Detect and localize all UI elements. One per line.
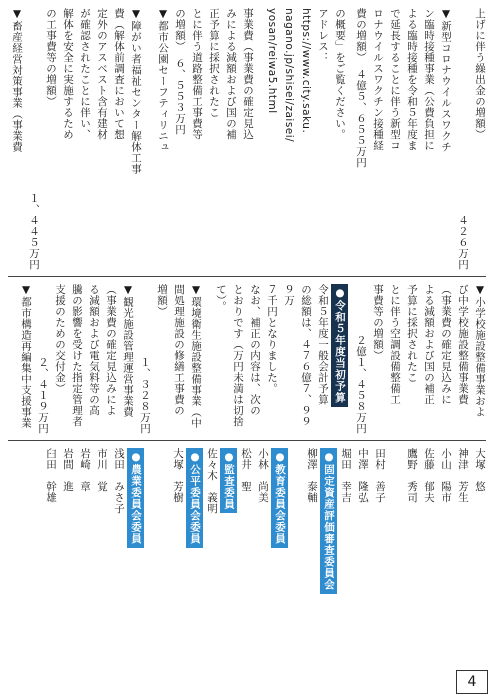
section-heading: ●公平委員会委員: [186, 448, 203, 548]
text-line: 間処理施設の修繕工事費の: [173, 284, 185, 416]
person-name: 小山 陽市: [440, 448, 452, 503]
url-line[interactable]: yosan/reiwa5.html: [266, 8, 278, 114]
text-line: アドレス：: [317, 8, 329, 63]
person-name: 浅田 みさ子: [113, 448, 125, 514]
text-line: 定外のアスベスト含有建材: [96, 8, 108, 140]
upper-col-vaccine: [352, 8, 488, 270]
text-line: ４２６万円: [457, 215, 469, 270]
text-line: 令和５年度一般会計予算: [317, 284, 329, 405]
text-line: の総額は、４７６億７、９９９万: [283, 284, 312, 427]
text-line: ▼観光施設管理運営事業費: [122, 284, 134, 418]
text-line: 解体を安全に実施するため: [62, 8, 74, 140]
text-line: の概要」をご覧ください。: [334, 8, 346, 140]
divider: [8, 276, 486, 277]
person-name: 岩崎 章: [79, 448, 91, 492]
person-name: 田村 善子: [374, 448, 386, 503]
lower-col-personnel-b: [292, 448, 388, 662]
url-line[interactable]: nagano.jp/shisei/zaisei/: [283, 8, 295, 143]
text-line: ２、４１９万円: [37, 357, 49, 434]
text-line: て）。: [215, 284, 227, 312]
upper-col-url: [260, 8, 348, 270]
text-line: （事業費の確定見込みによ: [105, 284, 117, 416]
text-line: る減額および電気料等の高: [88, 284, 100, 416]
text-line: よる臨時接種を令和５年度ま: [406, 8, 418, 151]
text-line: で延長することに伴う新型コ: [389, 8, 401, 151]
middle-col-environment: [8, 284, 204, 434]
page-number: 4: [456, 670, 488, 694]
text-line: 支援のための交付金）: [54, 284, 66, 394]
url-line[interactable]: https://www.city.saku.: [300, 8, 312, 134]
lower-col-personnel-a: [392, 448, 488, 662]
person-name: 大塚 悠: [474, 448, 486, 492]
person-name: 佐々木 義明: [206, 448, 218, 514]
text-line: とに伴う空調設備整備工: [389, 284, 401, 405]
text-line: 予算に採択されたこ: [406, 284, 418, 383]
text-line: よる減額および国の補正: [423, 284, 435, 405]
text-line: の増額） ６、５５３万円: [174, 8, 186, 135]
text-line: 費の増額） ４億５、６５５万円: [355, 8, 367, 168]
text-line: ▼環境衛生施設整備事業（中: [190, 284, 202, 429]
text-line: ▼新型コロナウイルスワクチ: [440, 8, 452, 153]
text-line: 上げに伴う繰出金の増額）: [474, 8, 486, 140]
person-name: 鷹野 秀司: [406, 448, 418, 503]
text-line: 正予算に採択されたこ: [208, 8, 220, 118]
text-line: ン臨時接種事業（公費負担に: [423, 8, 435, 151]
text-line: ▼障がい者福祉センター解体工事: [130, 8, 142, 175]
text-line: ロナウイルスワクチン接種経: [372, 8, 384, 151]
text-line: １、３２８万円: [139, 357, 151, 434]
lower-col-committees: [148, 448, 288, 662]
text-line: とに伴う道路整備工事費等: [191, 8, 203, 140]
text-line: 事費等の増額）: [372, 284, 384, 361]
person-name: 大塚 芳樹: [172, 448, 184, 503]
section-heading: ●教育委員会委員: [271, 448, 288, 548]
text-line: の工事費等の増額）: [45, 8, 57, 107]
person-name: 臼田 幹雄: [45, 448, 57, 503]
section-heading: ●固定資産評価審査委員会: [320, 448, 337, 594]
text-line: 騰の影響を受けた指定管理者: [71, 284, 83, 427]
divider: [8, 440, 486, 441]
text-line: ７千円となりました。: [266, 284, 278, 394]
text-line: １、４４５万円: [28, 193, 40, 270]
text-line: 事業費（事業費の確定見込: [242, 8, 254, 140]
person-name: 柳澤 泰輔: [306, 448, 318, 503]
upper-col-welfare: [8, 8, 144, 270]
text-line: ▼都市構造再編集中支援事業: [20, 284, 32, 429]
lower-col-agri: [8, 448, 144, 662]
text-line: とおりです（万円未満は切捨: [232, 284, 244, 427]
text-line: び中学校施設整備事業費: [457, 284, 469, 405]
text-line: なお、補正の内容は、次の: [249, 284, 261, 416]
section-heading: ●農業委員会委員: [127, 448, 144, 548]
upper-col-park: [150, 8, 256, 270]
middle-col-budget: [208, 284, 348, 434]
person-name: 堀田 幸吉: [340, 448, 352, 503]
text-line: 費（解体前調査において想: [113, 8, 125, 140]
section-heading: ●令和５年度当初予算: [331, 284, 348, 407]
person-name: 市川 覚: [96, 448, 108, 492]
text-line: ▼畜産経営対策事業（事業費: [11, 8, 23, 153]
person-name: 中澤 隆弘: [357, 448, 369, 503]
person-name: 岩間 進: [62, 448, 74, 492]
text-line: ▼小学校施設整備事業およ: [474, 284, 486, 418]
section-heading: ●監査委員: [220, 448, 237, 513]
middle-col-schools: [352, 284, 488, 434]
text-line: が確認されたことに伴い、: [79, 8, 91, 140]
person-name: 小林 尚美: [257, 448, 269, 503]
text-line: ▼都市公園セーフティリニュ: [157, 8, 169, 153]
person-name: 神津 芳生: [457, 448, 469, 503]
person-name: 佐藤 郁夫: [423, 448, 435, 503]
person-name: 松井 聖: [240, 448, 252, 492]
text-line: みによる減額および国の補: [225, 8, 237, 140]
text-line: 増額）: [156, 284, 168, 317]
text-line: ２億１、４５８万円: [355, 335, 367, 434]
text-line: （事業費の確定見込みに: [440, 284, 452, 405]
